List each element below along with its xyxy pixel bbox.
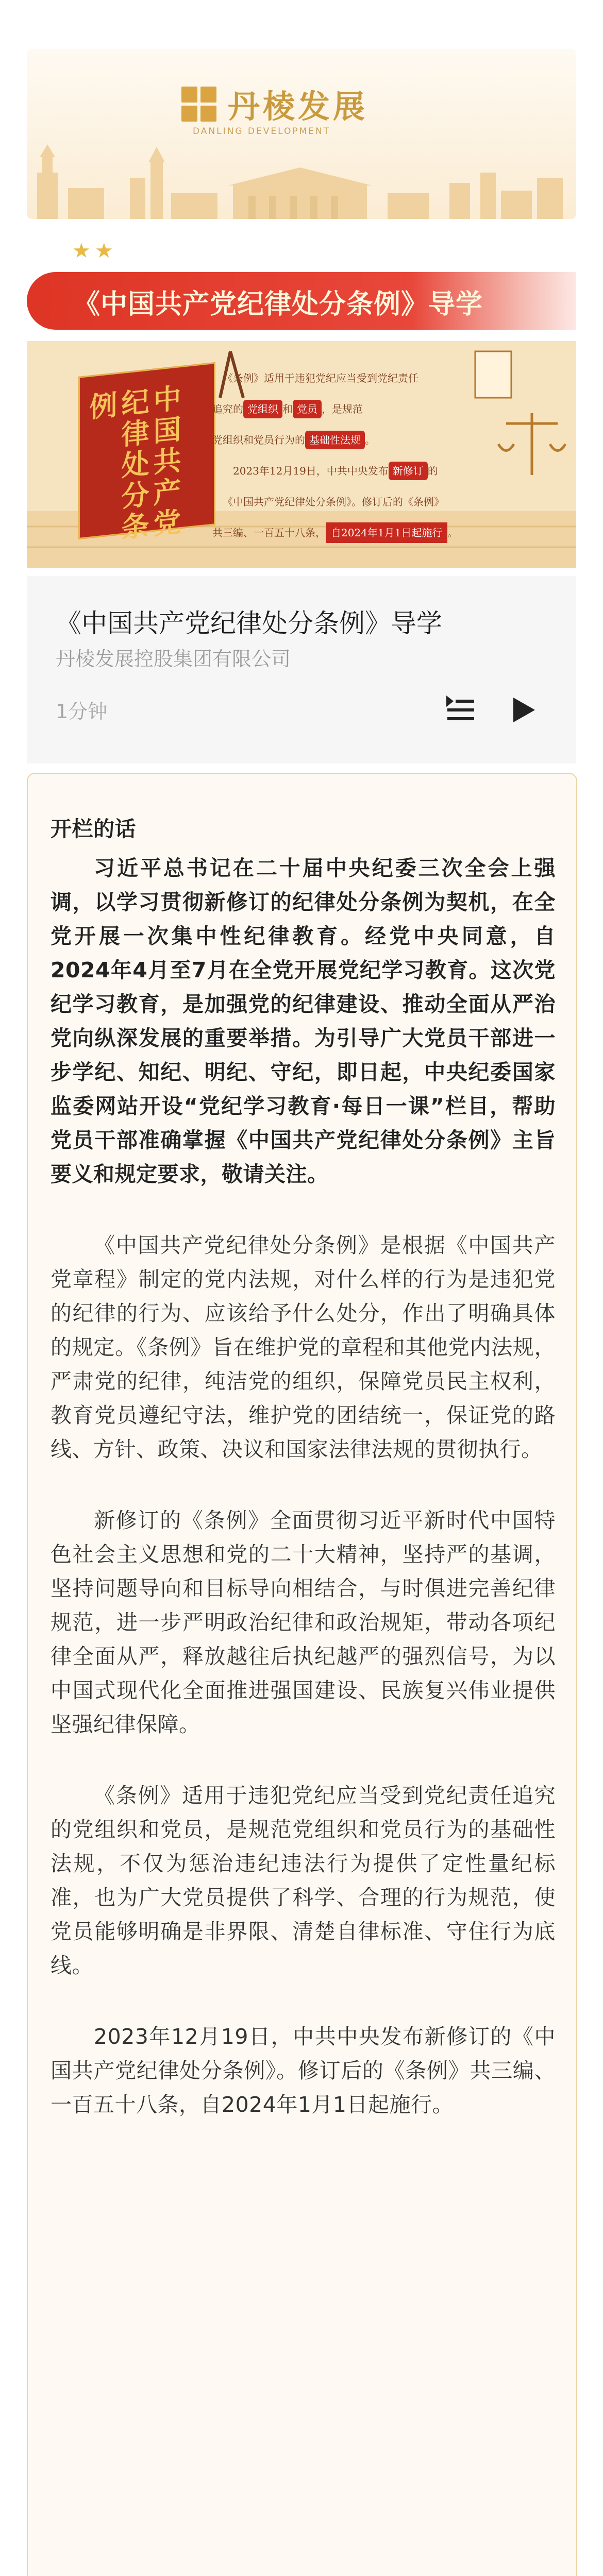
brand-logo (181, 81, 368, 127)
paragraph: 《中国共产党纪律处分条例》是根据《中国共产党章程》制定的党内法规，对什么样的行为是违犯党的纪律的行为、应该给予什么处分，作出了明确具体的规定。《条例》旨在维护党的章程和其他党内法规，严肃党的纪律，纯洁党的组织，保障党员民主权利，教育党员遵纪守法，维护党的团结统一，保证党的路线、方针、政策、决议和国家法律法规的贯彻执行。 (51, 1233, 556, 1462)
book-title: 中国共产党纪律处分条例 (85, 383, 182, 545)
audio-article-card[interactable] (27, 576, 576, 764)
title-ribbon (27, 272, 576, 330)
header-banner (27, 49, 576, 219)
playlist-icon[interactable] (444, 693, 477, 726)
article-publisher: 丹棱发展控股集团有限公司 (56, 648, 291, 670)
logo-mark-icon (181, 87, 216, 122)
ribbon-title: 《中国共产党纪律处分条例》导学 (73, 289, 483, 320)
brand-name: 丹棱发展 (228, 88, 368, 125)
star-icon: ★ (72, 239, 95, 263)
article-body-card (27, 773, 577, 2576)
paragraph: 2023年12月19日，中共中央发布新修订的《中国共产党纪律处分条例》。修订后的《条例》共三编、一百五十八条，自2024年1月1日起施行。 (51, 2024, 556, 2117)
paragraph: 《条例》适用于违犯党纪应当受到党纪责任追究的党组织和党员，是规范党组织和党员行为的基础性法规，不仅为惩治违纪违法行为提供了定性量纪标准，也为广大党员提供了科学、合理的行为规范，使党员能够明确是非界限、清楚自律标准、守住行为底线。 (51, 1783, 556, 1978)
paragraph-intro: 习近平总书记在二十届中央纪委三次全会上强调，以学习贯彻新修订的纪律处分条例为契机，在全党开展一次集中性纪律教育。经党中央同意，自2024年4月至7月在全党开展党纪学习教育。这次党纪学习教育，是加强党的纪律建设、推动全面从严治党向纵深发展的重要举措。为引导广大党员干部进一步学纪、知纪、明纪、守纪，即日起，中央纪委国家监委网站开设“党纪学习教育·每日一课”栏目，帮助党员干部准确掌握《中国共产党纪律处分条例》主旨要义和规定要求，敬请关注。 (51, 856, 556, 1187)
cover-illustration (27, 341, 576, 568)
section-heading: 开栏的话 (51, 817, 136, 841)
star-icon: ★ (94, 239, 118, 263)
play-icon[interactable] (506, 693, 539, 726)
paragraph: 新修订的《条例》全面贯彻习近平新时代中国特色社会主义思想和党的二十大精神，坚持严的基调，坚持问题导向和目标导向相结合，与时俱进完善纪律规范，进一步严明政治纪律和政治规矩，带动各项纪律全面从严，释放越往后执纪越严的强烈信号，为以中国式现代化全面推进强国建设、民族复兴伟业提供坚强纪律保障。 (51, 1508, 556, 1737)
skyline-illustration (27, 142, 576, 219)
brand-name-en: DANLING DEVELOPMENT (193, 126, 331, 137)
decorative-stars (72, 239, 118, 263)
illustration-caption: 《条例》适用于违犯党纪应当受到党纪责任 追究的 党组织 和 党员 ，是规范 党组织和党员行为的 基础性法规 。 2023年12月19日，中共中央发布 新修订 的 《中国共产党纪律处分条例》。修订后的《条例》 共三编、一百五十八条， 自2024年1月1日起施行 。 (212, 363, 563, 548)
audio-duration: 1分钟 (56, 700, 108, 723)
article-body (51, 812, 556, 2159)
article-title: 《中国共产党纪律处分条例》导学 (56, 608, 442, 638)
